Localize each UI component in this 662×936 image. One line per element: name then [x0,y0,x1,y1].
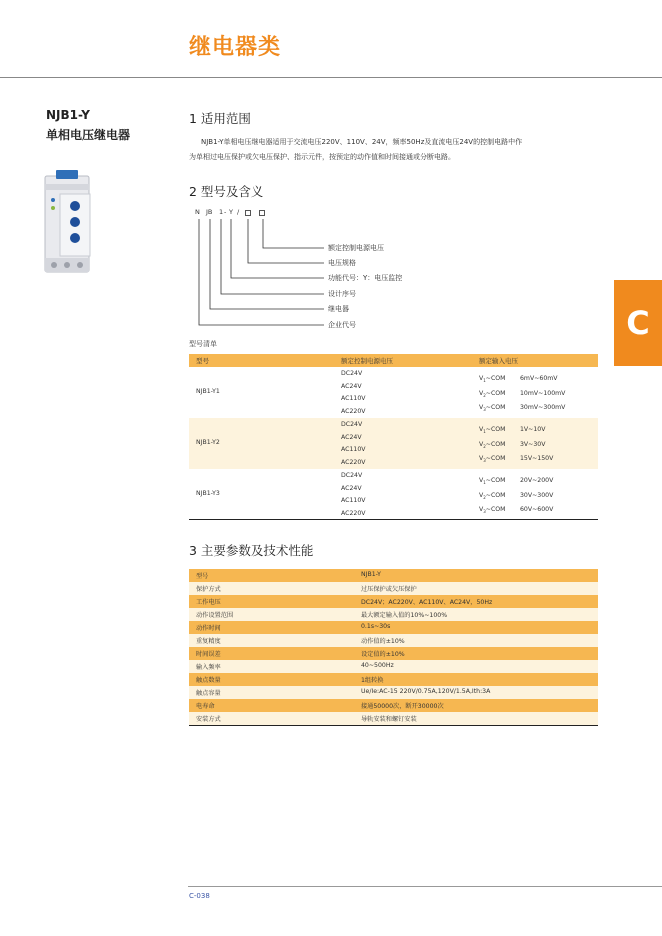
code-label: 企业代号 [328,321,356,329]
spec-value: 导轨安装和螺钉安装 [361,716,417,723]
spec-row [189,569,598,582]
spec-row [189,673,598,686]
spec-value: 动作值的±10% [361,638,405,645]
section1-line1: NJB1-Y单相电压继电器适用于交流电压220V、110V、24V，频率50Hz及直流电压24V的控制电路中作 [201,138,523,146]
spec-key: 重复精度 [196,638,221,645]
spec-value: Ue/Ie:AC-15 220V/0.75A,120V/1.5A,Ith:3A [361,688,491,695]
input-terminal: $V_1\sim COM$ [479,426,506,435]
input-terminal: $V_2\sim COM$ [479,390,506,399]
spec-key: 电寿命 [196,703,215,710]
spec-key: 时间误差 [196,651,221,658]
table-header [189,354,598,367]
spec-value: NJB1-Y [361,571,381,578]
table-bottom-rule [189,519,598,520]
input-range: 3V~30V [520,441,546,448]
table-row-group [189,418,598,469]
spec-value: 0.1s~30s [361,623,391,630]
spec-row [189,582,598,595]
spec-value: 设定值的±10% [361,651,405,658]
input-range: 6mV~60mV [520,375,558,382]
spec-value: 最大额定输入值的10%~100% [361,612,448,619]
model-list-caption: 型号清单 [189,340,217,348]
table-row-group [189,469,598,520]
input-terminal: $V_2\sim COM$ [479,492,506,501]
input-range: 30V~300V [520,492,554,499]
supply-cell: AC110V [341,446,366,453]
spec-row [189,699,598,712]
spec-value: DC24V；AC220V、AC110V、AC24V，50Hz [361,599,493,606]
supply-cell: AC24V [341,434,362,441]
table-row-group [189,367,598,418]
code-part: - [224,208,227,216]
spec-value: 过压保护或欠压保护 [361,586,417,593]
spec-value: 1组转换 [361,677,384,684]
section1-line2: 为单相过电压保护或欠电压保护、指示元件，按预定的动作值和时间接通或分断电路。 [189,153,455,161]
footer-divider [188,886,662,887]
input-range: 20V~200V [520,477,554,484]
spec-row [189,660,598,673]
input-range: 1V~10V [520,426,546,433]
code-part: JB [206,208,213,216]
column-header: 额定控制电源电压 [341,357,393,365]
input-terminal: $V_3\sim COM$ [479,455,506,464]
page-category-title: 继电器类 [189,35,282,60]
product-name: 单相电压继电器 [46,128,131,142]
model-code-leader-lines [190,216,330,330]
product-photo [42,170,94,274]
spec-row [189,647,598,660]
model-cell: NJB1-Y2 [196,439,220,446]
product-model: NJB1-Y [46,108,90,122]
code-part: 1 [219,208,224,216]
code-part: N [195,208,200,216]
input-range: 10mV~100mV [520,390,566,397]
code-label: 功能代号：Y：电压监控 [328,274,403,282]
supply-cell: AC24V [341,485,362,492]
spec-row [189,634,598,647]
code-part: Y [229,208,233,216]
input-range: 60V~600V [520,506,554,513]
supply-cell: AC220V [341,510,366,517]
supply-cell: AC220V [341,408,366,415]
code-label: 电压规格 [328,259,356,267]
section2-title: 2 型号及含义 [189,184,264,199]
code-part: / [237,208,240,216]
input-range: 30mV~300mV [520,404,566,411]
input-terminal: $V_3\sim COM$ [479,506,506,515]
supply-cell: AC110V [341,497,366,504]
input-range: 15V~150V [520,455,554,462]
spec-table [189,569,598,725]
input-terminal: $V_2\sim COM$ [479,441,506,450]
spec-key: 动作设置范围 [196,612,234,619]
spec-key: 安装方式 [196,716,221,723]
spec-row [189,608,598,621]
model-cell: NJB1-Y1 [196,388,220,395]
input-terminal: $V_1\sim COM$ [479,375,506,384]
spec-value: 接通50000次，断开30000次 [361,703,444,710]
supply-cell: DC24V [341,370,363,377]
code-label: 继电器 [328,305,349,313]
spec-key: 触点容量 [196,690,221,697]
page-number: C-038 [189,892,210,900]
code-label: 额定控制电源电压 [328,244,384,252]
supply-cell: DC24V [341,472,363,479]
supply-cell: AC110V [341,395,366,402]
table-bottom-rule [189,725,598,726]
spec-row [189,712,598,725]
supply-cell: AC220V [341,459,366,466]
section1-title: 1 适用范围 [189,111,251,126]
section-tab-c: C [614,280,662,366]
header-divider [0,77,662,78]
spec-key: 触点数量 [196,677,221,684]
column-header: 型号 [196,357,209,365]
column-header: 额定输入电压 [479,357,518,365]
spec-row [189,595,598,608]
spec-row [189,621,598,634]
spec-row [189,686,598,699]
spec-key: 输入频率 [196,664,221,671]
spec-key: 保护方式 [196,586,221,593]
input-terminal: $V_3\sim COM$ [479,404,506,413]
input-terminal: $V_1\sim COM$ [479,477,506,486]
supply-cell: AC24V [341,383,362,390]
spec-key: 型号 [196,573,209,580]
code-label: 设计序号 [328,290,356,298]
spec-value: 40~500Hz [361,662,394,669]
spec-key: 工作电压 [196,599,221,606]
supply-cell: DC24V [341,421,363,428]
model-cell: NJB1-Y3 [196,490,220,497]
section3-title: 3 主要参数及技术性能 [189,543,314,558]
spec-key: 动作时间 [196,625,221,632]
